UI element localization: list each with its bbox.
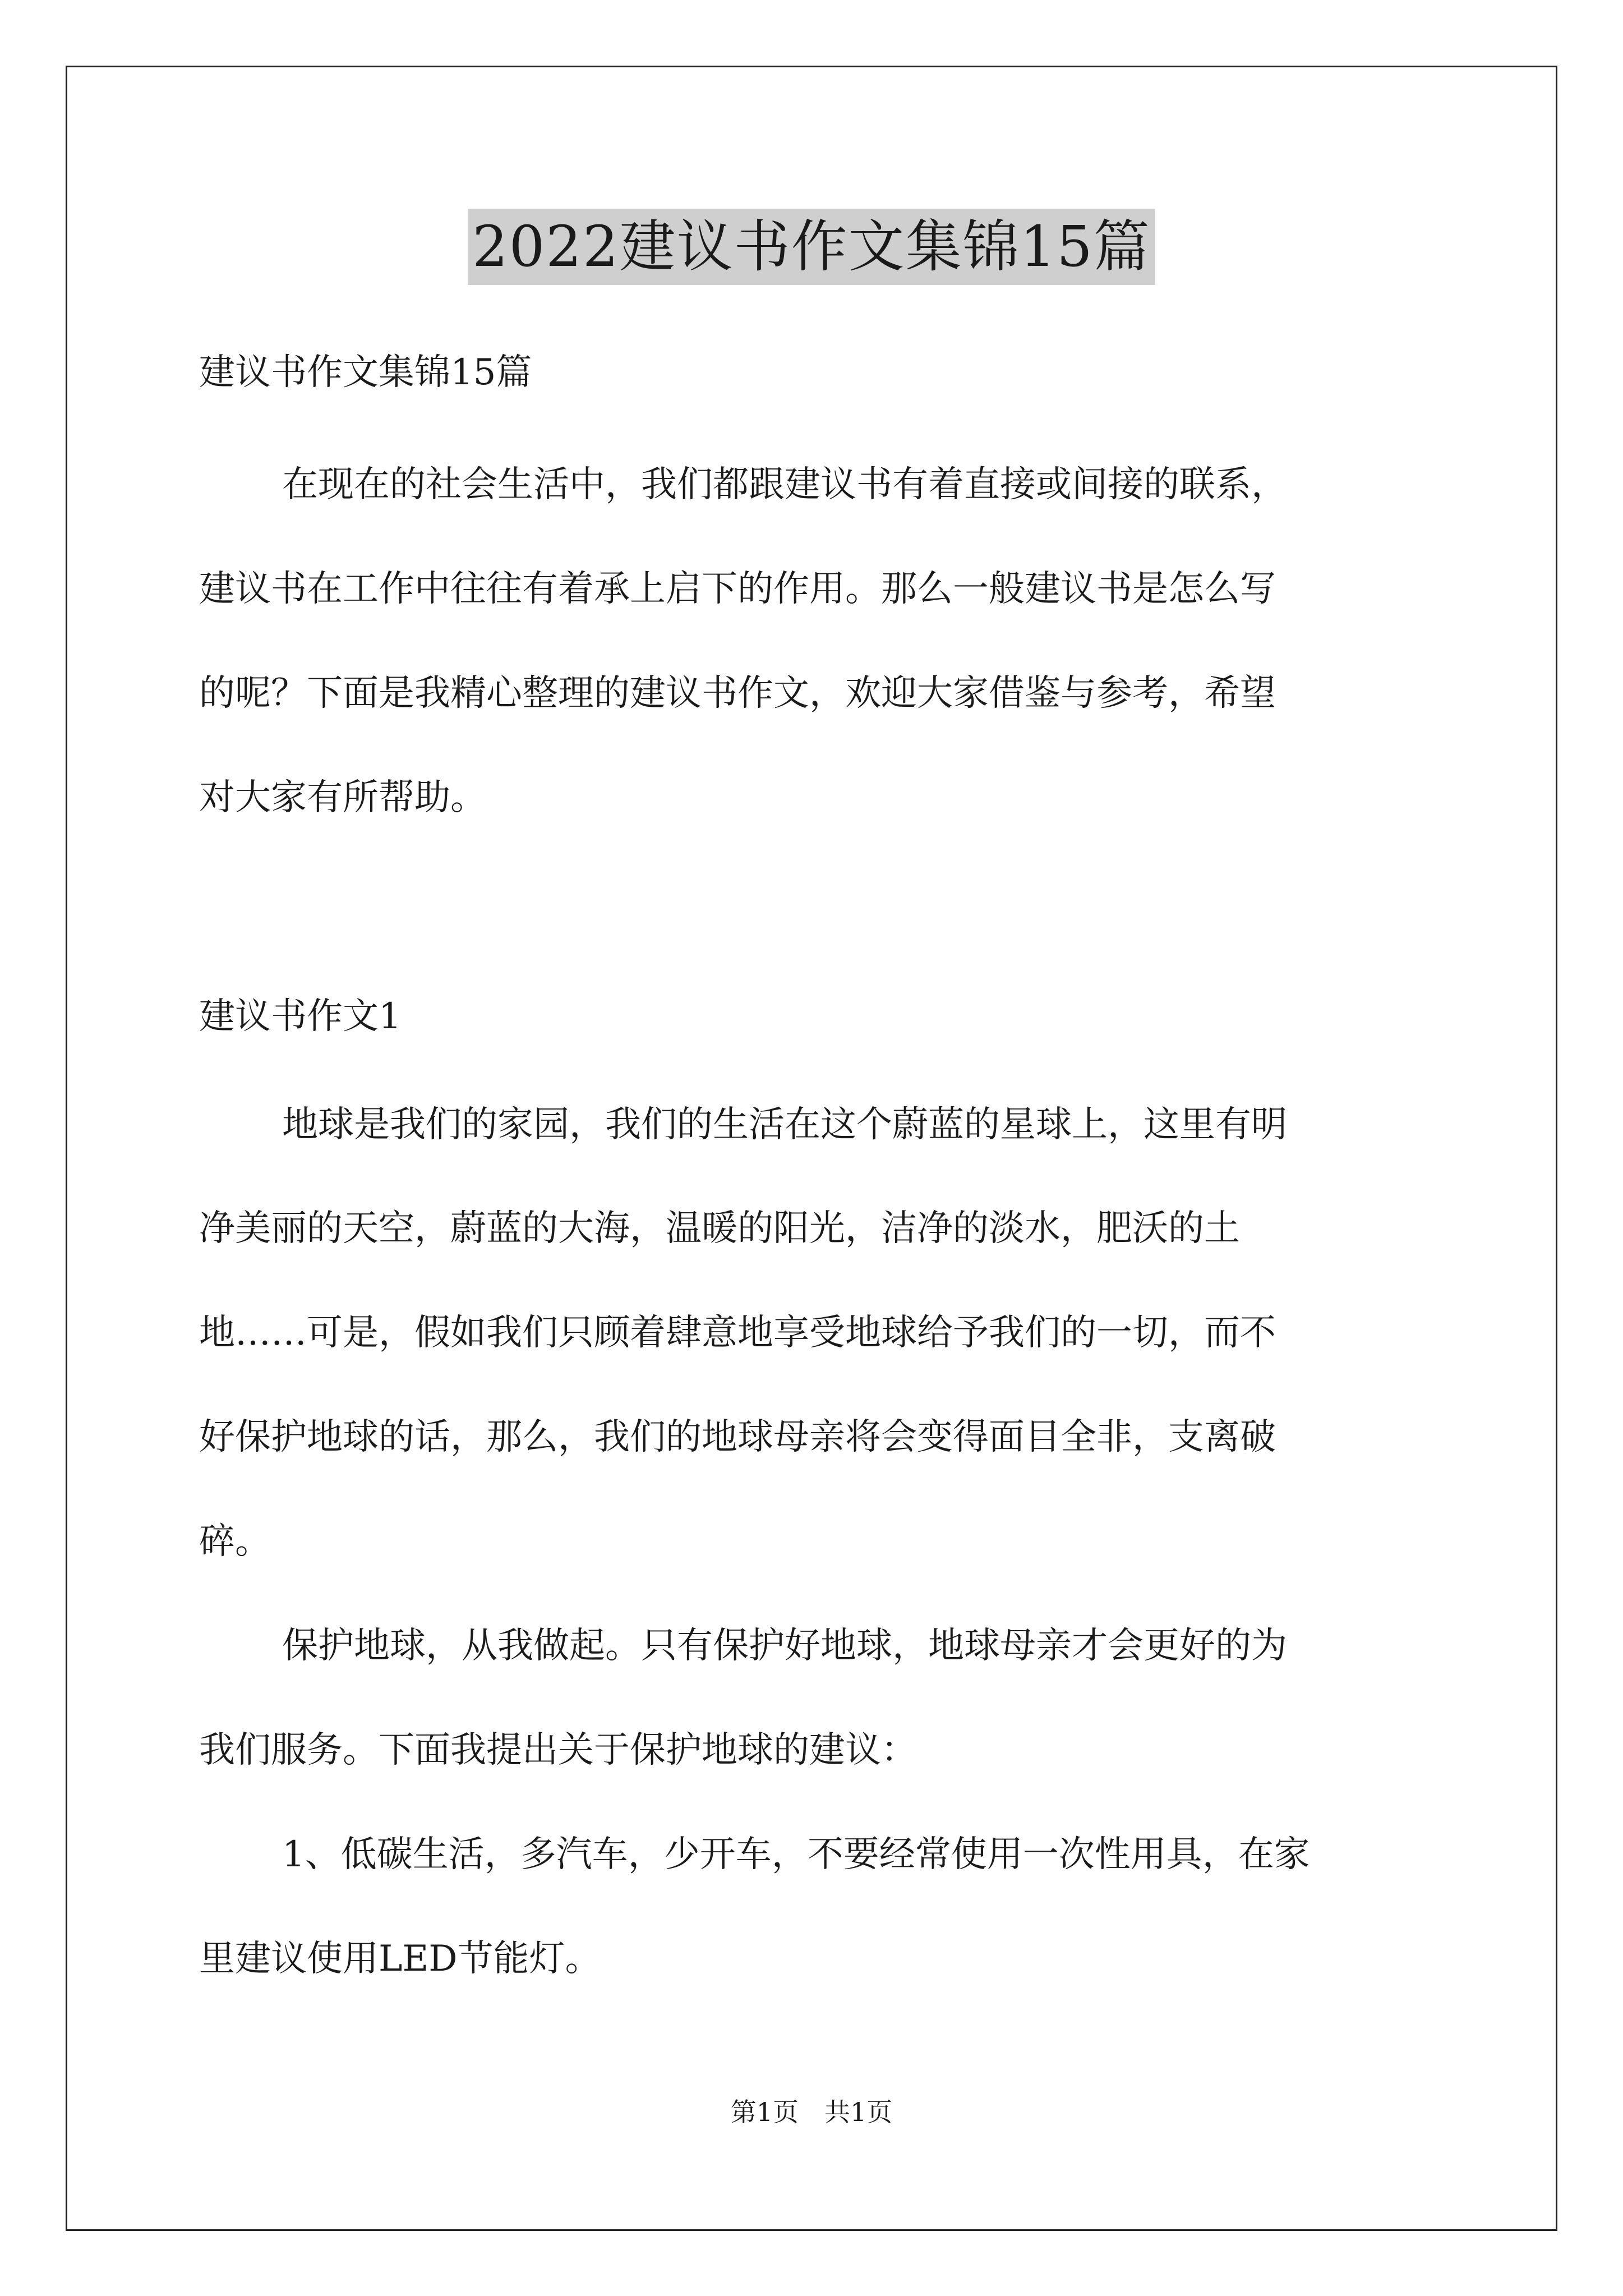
paragraph-line: 保护地球，从我做起。只有保护好地球，地球母亲才会更好的为 [282,1625,1287,1667]
paragraph-line: 地球是我们的家园，我们的生活在这个蔚蓝的星球上，这里有明 [282,1104,1287,1145]
paragraph-line: 地……可是，假如我们只顾着肆意地享受地球给予我们的一切，而不 [199,1312,1276,1354]
paragraph-line: 碎。 [199,1521,271,1562]
intro-line: 建议书在工作中往往有着承上启下的作用。那么一般建议书是怎么写 [199,568,1276,610]
paragraph-line: 好保护地球的话，那么，我们的地球母亲将会变得面目全非，支离破 [199,1416,1276,1458]
document-subtitle: 建议书作文集锦15篇 [199,352,532,393]
document-title: 2022建议书作文集锦15篇 [468,209,1155,285]
intro-line: 对大家有所帮助。 [199,777,486,818]
intro-line: 在现在的社会生活中，我们都跟建议书有着直接或间接的联系， [282,464,1287,505]
paragraph-line: 我们服务。下面我提出关于保护地球的建议： [199,1729,917,1771]
section-heading: 建议书作文1 [199,996,402,1037]
paragraph-line: 净美丽的天空，蔚蓝的大海，温暖的阳光，洁净的淡水，肥沃的土 [199,1208,1240,1249]
title-container [0,209,1623,285]
paragraph-line: 1、低碳生活，多汽车，少开车，不要经常使用一次性用具，在家 [282,1834,1310,1875]
page-number: 第1页 共1页 [730,2097,893,2127]
intro-line: 的呢？下面是我精心整理的建议书作文，欢迎大家借鉴与参考，希望 [199,673,1276,714]
paragraph-line: 里建议使用LED节能灯。 [199,1938,601,1980]
